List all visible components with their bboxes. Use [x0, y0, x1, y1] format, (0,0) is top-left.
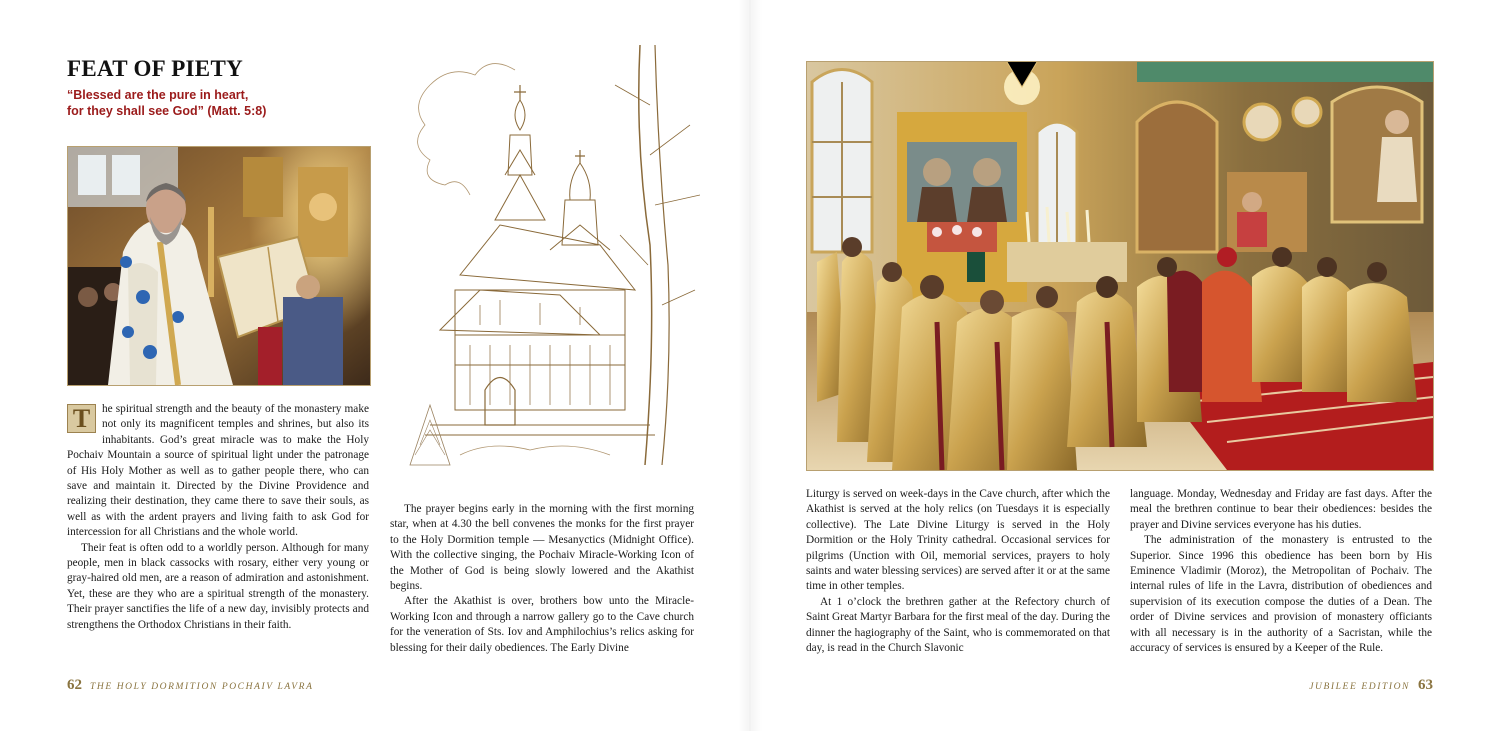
page-gutter [738, 0, 762, 731]
photo-liturgy-illustration [807, 62, 1433, 470]
photo-bishop-illustration [68, 147, 370, 385]
right-column-1 [806, 487, 1110, 656]
paragraph-prayer: The prayer begins early in the morning with the first morning star, when at 4.30 the bell convenes the monks for the first prayer to the Holy Dormition temple — Mesanyctics (Midnight Office). With the collective singing, the Pochaiv Miracle-Working Icon of the Mother of God is being slowly lowered and the Akathist begins. [390, 503, 694, 593]
sketch-wooden-church [400, 45, 700, 495]
church-sketch-drawing [400, 45, 700, 495]
page-number-left: 62 [67, 677, 82, 693]
right-column-2 [1130, 487, 1432, 656]
paragraph-refectory: At 1 o’clock the brethren gather at the Refectory church of Saint Great Martyr Barbara for the first meal of the day. During the dinner the hagiography of the Saint, who is commemorated on that day, is read in the Church Slavonic [806, 595, 1110, 655]
paragraph-feat: Their feat is often odd to a worldly person. Although for many people, men in black cassocks with rosary, either very young or gray-haired old men, are a reason of admiration and astonishment. Yet, these are they who are a spiritual strength of the monastery. Their prayer sanctifies the life of a new day, invisibly protects and strengthens the Orthodox Christians in their faith. [67, 541, 369, 631]
photo-bishop-reading-gospel [67, 146, 371, 386]
page-number-right: 63 [1418, 677, 1433, 693]
paragraph-administration: The administration of the monastery is entrusted to the Superior. Since 1996 this obedience has been born by His Eminence Vladimir (Moroz), the Metropolitan of Pochaiv. The internal rules of life in the Lavra, distribution of obediences and supervision of its execution compose the duties of a Dean. The order of Divine services and provision of monastery officiants with all necessary is in the authority of a Sacristan, while the accuracy of services is ensured by a Keeper of the Rule. [1130, 534, 1432, 655]
paragraph-akathist: After the Akathist is over, brothers bow unto the Miracle-Working Icon and through a narrow gallery go to the Cave church for the veneration of Sts. Iov and Amphilochius’s relics asking for blessing for their daily obediences. The Early Divine [390, 595, 694, 654]
paragraph-liturgy: Liturgy is served on week-days in the Cave church, after which the Akathist is served at the holy relics (on Tuesdays it is especially collective). The Late Divine Liturgy is served in the Holy Dormition or the Holy Trinity cathedral. Occasional services for pilgrims (Unction with Oil, memorial services, prayers to holy saints and water blessing services) are served after it or at the same time in other temples. [806, 488, 1110, 593]
photo-liturgy-clergy [806, 61, 1434, 471]
paragraph-intro [67, 402, 369, 541]
folio-right [1309, 676, 1433, 694]
running-head-left: THE HOLY DORMITION POCHAIV LAVRA [90, 682, 314, 692]
epigraph-line-2-wrap [67, 104, 367, 120]
paragraph-intro-text: he spiritual strength and the beauty of the monastery make not only its magnificent temples and shrines, but also its inhabitants. God’s great miracle was to make the Holy Pochaiv Mountain a source of spiritual light under the patronage of His Holy Mother as well as to gather people there, who can save and maintain it. Directed by the Divine Providence and realizing their destination, they came there to save their souls, as well as with the ardent prayers and living faith to ask God for intercession for all Christians and the whole world. [67, 403, 369, 539]
running-head-right: JUBILEE EDITION [1309, 682, 1410, 692]
drop-cap: T [67, 404, 96, 433]
epigraph-reference: (Matt. 5:8) [207, 103, 267, 118]
epigraph-line-2: for they shall see God” [67, 103, 204, 118]
epigraph-line-1: “Blessed are the pure in heart, [67, 88, 249, 102]
page-title: FEAT OF PIETY [67, 56, 243, 81]
left-column-2 [390, 502, 694, 656]
folio-left [67, 676, 313, 694]
left-column-1 [67, 402, 369, 633]
epigraph [67, 88, 367, 119]
paragraph-fast-days: language. Monday, Wednesday and Friday are fast days. After the meal the brethren continue to bear their obediences: besides the prayer and Divine services everyone has his duties. [1130, 488, 1432, 531]
